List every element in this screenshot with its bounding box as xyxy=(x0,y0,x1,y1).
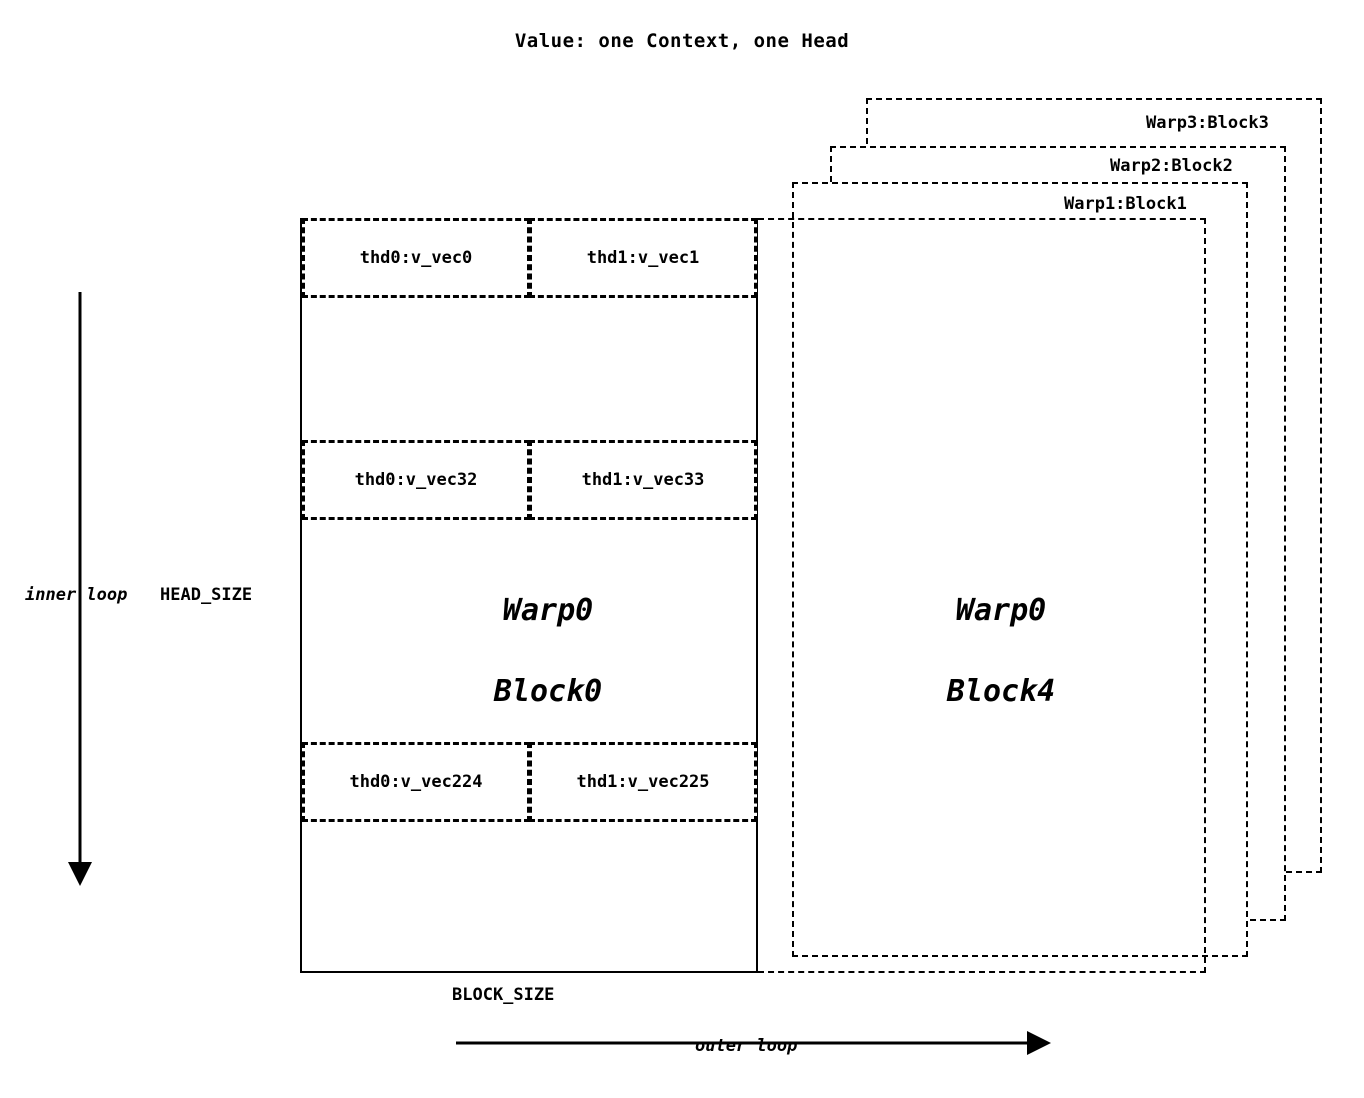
head-size-label: HEAD_SIZE xyxy=(160,585,253,605)
inner-loop-label: inner loop xyxy=(25,585,128,605)
outer-loop-label: outer loop xyxy=(695,1036,798,1056)
thread-cell: thd0:v_vec224 xyxy=(302,742,530,822)
page-title: Value: one Context, one Head xyxy=(514,30,850,52)
stack-label-warp3: Warp3:Block3 xyxy=(1146,113,1269,133)
main-block-warp-label xyxy=(355,550,705,712)
front-block-warp-label xyxy=(808,550,1158,712)
thread-cell: thd1:v_vec33 xyxy=(529,440,757,520)
front-block-block-name: Block4 xyxy=(946,673,1056,709)
main-block-warp-name: Warp0 xyxy=(502,592,594,628)
block-size-label: BLOCK_SIZE xyxy=(452,985,555,1005)
thread-cell: thd1:v_vec225 xyxy=(529,742,757,822)
front-block-warp-name: Warp0 xyxy=(955,592,1047,628)
main-block-block-name: Block0 xyxy=(493,673,603,709)
thread-cell: thd0:v_vec32 xyxy=(302,440,530,520)
stack-label-warp2: Warp2:Block2 xyxy=(1110,156,1233,176)
thread-cell: thd0:v_vec0 xyxy=(302,218,530,298)
thread-cell: thd1:v_vec1 xyxy=(529,218,757,298)
stack-label-warp1: Warp1:Block1 xyxy=(1064,194,1187,214)
